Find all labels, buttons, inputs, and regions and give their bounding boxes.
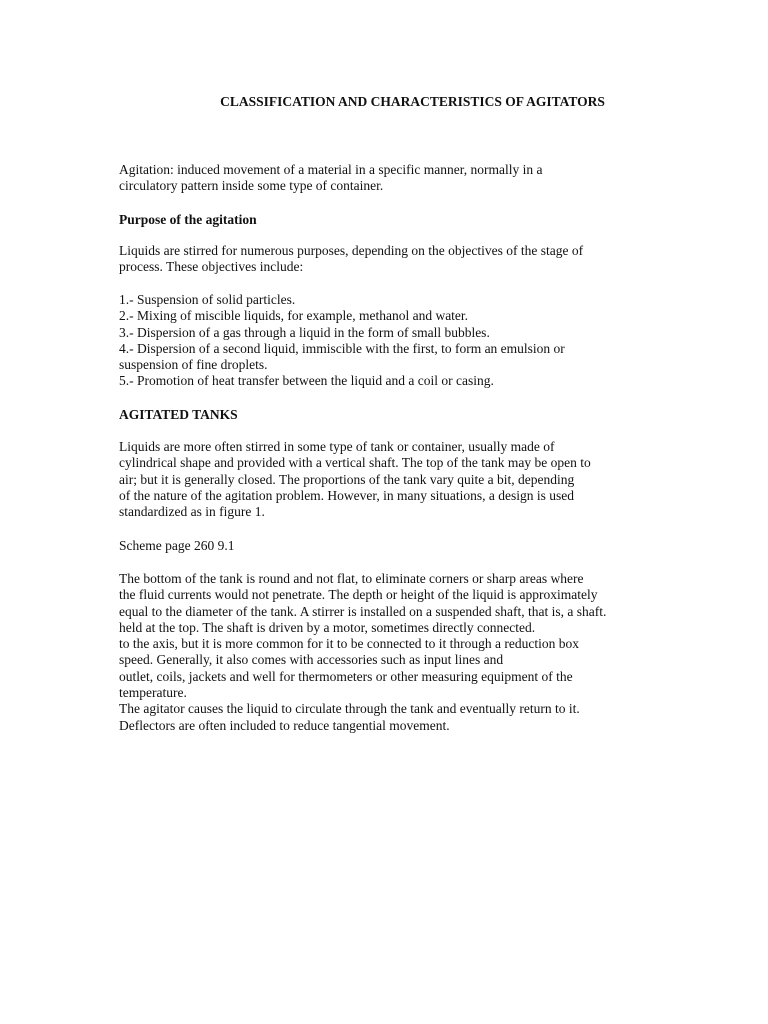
bottom-line: speed. Generally, it also comes with accessories such as input lines and (119, 652, 504, 668)
bottom-line: Deflectors are often included to reduce tangential movement. (119, 717, 450, 733)
bottom-line: The agitator causes the liquid to circulate through the tank and eventually return to it. (119, 701, 580, 717)
bottom-paragraph (119, 571, 606, 734)
tanks-line: air; but it is generally closed. The proportions of the tank vary quite a bit, depending (119, 471, 575, 487)
tanks-line: cylindrical shape and provided with a vertical shaft. The top of the tank may be open to (119, 455, 591, 471)
purpose-line: process. These objectives include: (119, 259, 304, 275)
tanks-line: standardized as in figure 1. (119, 504, 265, 520)
intro-paragraph (119, 162, 542, 195)
purpose-line: Liquids are stirred for numerous purposes, depending on the objectives of the stage of (119, 243, 584, 258)
purpose-paragraph (119, 243, 583, 276)
list-item: 1.- Suspension of solid particles. (119, 292, 296, 307)
intro-line: Agitation: induced movement of a material in a specific manner, normally in a (119, 162, 543, 177)
intro-line: circulatory pattern inside some type of container. (119, 178, 384, 194)
tanks-heading: AGITATED TANKS (119, 407, 238, 422)
tanks-line: Liquids are more often stirred in some type of tank or container, usually made of (119, 439, 555, 454)
scheme-line: Scheme page 260 9.1 (119, 538, 235, 553)
tanks-line: of the nature of the agitation problem. However, in many situations, a design is used (119, 487, 574, 503)
list-item: 3.- Dispersion of a gas through a liquid in the form of small bubbles. (119, 324, 490, 340)
tanks-paragraph (119, 439, 591, 520)
objectives-list (119, 292, 565, 390)
bottom-line: equal to the diameter of the tank. A stirrer is installed on a suspended shaft, that is, a shaft. (119, 603, 607, 619)
list-item: suspension of fine droplets. (119, 357, 268, 373)
bottom-line: held at the top. The shaft is driven by a motor, sometimes directly connected. (119, 619, 536, 635)
page-title: CLASSIFICATION AND CHARACTERISTICS OF AGITATORS (220, 94, 605, 109)
bottom-line: to the axis, but it is more common for it to be connected to it through a reduction box (119, 636, 580, 652)
bottom-line: the fluid currents would not penetrate. The depth or height of the liquid is approximately (119, 587, 598, 603)
bottom-line: The bottom of the tank is round and not flat, to eliminate corners or sharp areas where (119, 571, 584, 586)
list-item: 4.- Dispersion of a second liquid, immiscible with the first, to form an emulsion or (119, 340, 565, 356)
bottom-line: temperature. (119, 685, 187, 701)
list-item: 5.- Promotion of heat transfer between the liquid and a coil or casing. (119, 373, 494, 389)
scheme-reference (119, 538, 234, 554)
purpose-heading: Purpose of the agitation (119, 212, 257, 227)
bottom-line: outlet, coils, jackets and well for thermometers or other measuring equipment of the (119, 668, 573, 684)
list-item: 2.- Mixing of miscible liquids, for example, methanol and water. (119, 308, 469, 324)
